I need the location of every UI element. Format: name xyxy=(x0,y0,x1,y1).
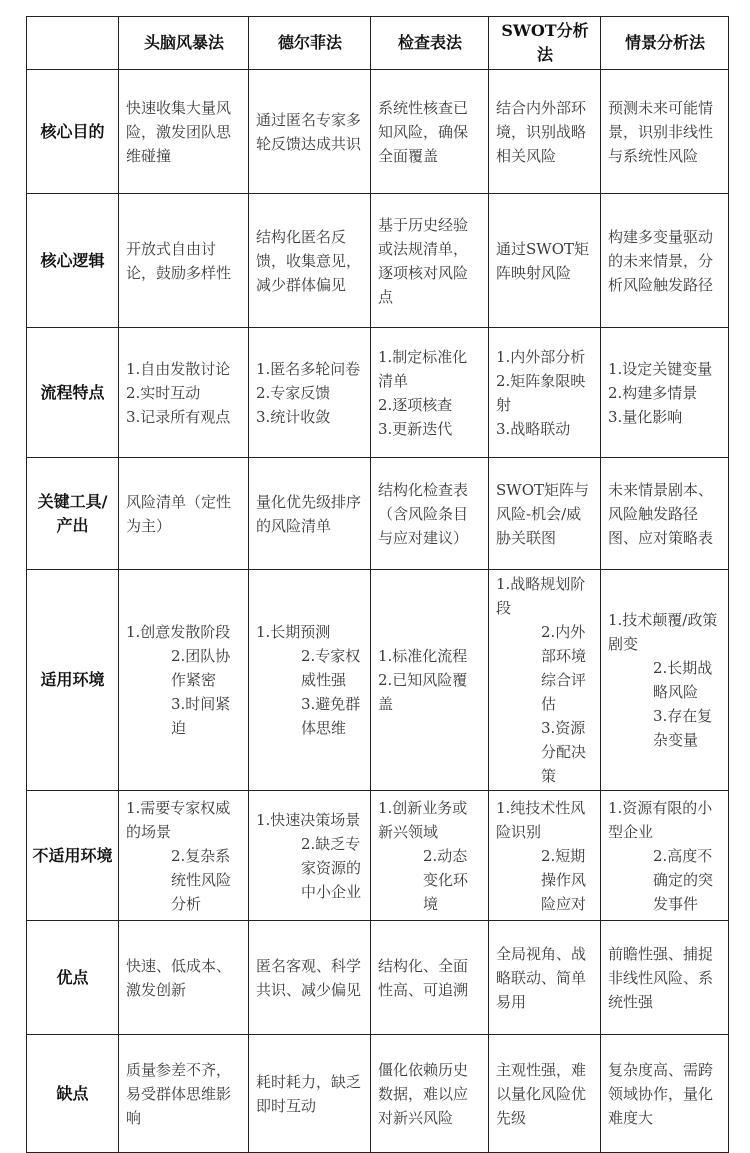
cell-line: 3.量化影响 xyxy=(608,407,683,426)
header-scenario: 情景分析法 xyxy=(601,17,729,70)
cell-line: 耗时耗力，缺乏即时互动 xyxy=(256,1072,362,1115)
cell-line: 预测未来可能情景，识别非线性与系统性风险 xyxy=(608,98,714,165)
cell-checklist xyxy=(371,328,489,458)
cell-brainstorming xyxy=(119,458,249,570)
cell-line: 系统性核查已知风险，确保全面覆盖 xyxy=(378,98,469,165)
cell-line: 1.快速决策场景 xyxy=(256,810,361,829)
cell-line: 3.资源分配决策 xyxy=(541,719,587,785)
cell-line: 结构化检查表（含风险条目与应对建议） xyxy=(378,480,469,547)
cell-line: 匿名客观、科学共识、减少偏见 xyxy=(256,956,362,999)
table-row xyxy=(27,1035,729,1153)
cell-scenario xyxy=(601,921,729,1035)
cell-line: 主观性强，难以量化风险优先级 xyxy=(496,1060,587,1127)
table-row xyxy=(27,921,729,1035)
cell-line: 基于历史经验或法规清单，逐项核对风险点 xyxy=(378,215,469,306)
header-corner xyxy=(27,17,119,70)
cell-line: 1.内外部分析 xyxy=(496,347,586,366)
table-row xyxy=(27,328,729,458)
cell-delphi xyxy=(249,458,371,570)
cell-checklist xyxy=(371,458,489,570)
cell-line: 1.匿名多轮问卷 xyxy=(256,359,361,378)
cell-swot xyxy=(489,1035,601,1153)
cell-scenario xyxy=(601,458,729,570)
cell-line: 复杂度高、需跨领域协作，量化难度大 xyxy=(608,1060,714,1127)
cell-line: 1.技术颠覆/政策剧变 xyxy=(608,611,718,653)
cell-scenario xyxy=(601,70,729,194)
cell-line: 1.纯技术性风险识别 xyxy=(496,798,586,841)
risk-method-comparison-table xyxy=(26,16,729,1153)
cell-checklist xyxy=(371,70,489,194)
cell-brainstorming xyxy=(119,921,249,1035)
row-header: 关键工具/产出 xyxy=(27,458,119,570)
cell-line: 结构化、全面性高、可追溯 xyxy=(378,956,469,999)
cell-delphi xyxy=(249,328,371,458)
header-delphi: 德尔菲法 xyxy=(249,17,371,70)
cell-line: 1.战略规划阶段 xyxy=(496,575,586,617)
cell-delphi xyxy=(249,70,371,194)
cell-line: 3.时间紧迫 xyxy=(171,695,231,737)
table-row xyxy=(27,791,729,921)
cell-line: 全局视角、战略联动、简单易用 xyxy=(496,944,587,1011)
cell-line: 结构化匿名反馈，收集意见，减少群体偏见 xyxy=(256,227,362,294)
cell-line: 风险清单（定性为主） xyxy=(126,492,232,535)
cell-scenario xyxy=(601,1035,729,1153)
cell-swot xyxy=(489,791,601,921)
cell-line: 量化优先级排序的风险清单 xyxy=(256,492,362,535)
row-header: 适用环境 xyxy=(27,570,119,791)
cell-brainstorming xyxy=(119,70,249,194)
comparison-table-container xyxy=(26,16,729,1153)
cell-line: 3.战略联动 xyxy=(496,419,571,438)
cell-line: 开放式自由讨论，鼓励多样性 xyxy=(126,239,232,282)
cell-line: 2.实时互动 xyxy=(126,383,201,402)
cell-brainstorming xyxy=(119,1035,249,1153)
cell-scenario xyxy=(601,194,729,328)
cell-line: 1.制定标准化清单 xyxy=(378,347,468,390)
table-row xyxy=(27,194,729,328)
row-header: 不适用环境 xyxy=(27,791,119,921)
cell-brainstorming xyxy=(119,328,249,458)
cell-line: 1.设定关键变量 xyxy=(608,359,713,378)
cell-line: 质量参差不齐，易受群体思维影响 xyxy=(126,1060,232,1127)
table-row xyxy=(27,458,729,570)
cell-checklist xyxy=(371,570,489,791)
cell-swot xyxy=(489,70,601,194)
cell-line: 3.统计收敛 xyxy=(256,407,331,426)
cell-swot xyxy=(489,921,601,1035)
cell-line: 3.更新迭代 xyxy=(378,419,453,438)
cell-line: 1.需要专家权威的场景 xyxy=(126,798,231,841)
row-header: 核心目的 xyxy=(27,70,119,194)
cell-line: SWOT矩阵与风险-机会/威胁关联图 xyxy=(496,480,589,547)
cell-delphi xyxy=(249,1035,371,1153)
cell-checklist xyxy=(371,791,489,921)
cell-line: 2.长期战略风险 xyxy=(653,659,713,701)
cell-delphi xyxy=(249,921,371,1035)
header-checklist: 检查表法 xyxy=(371,17,489,70)
cell-checklist xyxy=(371,921,489,1035)
cell-line: 2.已知风险覆盖 xyxy=(378,671,468,713)
cell-brainstorming xyxy=(119,791,249,921)
cell-line: 2.动态变化环境 xyxy=(423,846,469,913)
cell-checklist xyxy=(371,1035,489,1153)
row-header: 缺点 xyxy=(27,1035,119,1153)
cell-line: 快速、低成本、激发创新 xyxy=(126,956,232,999)
table-body xyxy=(27,70,729,1153)
table-row xyxy=(27,70,729,194)
cell-line: 2.专家反馈 xyxy=(256,383,331,402)
table-row xyxy=(27,570,729,791)
cell-line: 1.自由发散讨论 xyxy=(126,359,231,378)
cell-line: 1.标准化流程 xyxy=(378,647,468,665)
cell-line: 1.长期预测 xyxy=(256,623,331,641)
cell-line: 3.避免群体思维 xyxy=(301,695,361,737)
cell-line: 1.资源有限的小型企业 xyxy=(608,798,713,841)
cell-line: 2.矩阵象限映射 xyxy=(496,371,586,414)
header-brainstorming: 头脑风暴法 xyxy=(119,17,249,70)
header-swot: SWOT分析法 xyxy=(489,17,601,70)
cell-swot xyxy=(489,194,601,328)
cell-swot xyxy=(489,458,601,570)
cell-brainstorming xyxy=(119,194,249,328)
cell-line: 结合内外部环境，识别战略相关风险 xyxy=(496,98,587,165)
cell-line: 前瞻性强、捕捉非线性风险、系统性强 xyxy=(608,944,714,1011)
cell-line: 2.复杂系统性风险分析 xyxy=(171,846,232,913)
cell-line: 3.存在复杂变量 xyxy=(653,707,713,749)
row-header: 流程特点 xyxy=(27,328,119,458)
header-row xyxy=(27,17,729,70)
cell-line: 2.缺乏专家资源的中小企业 xyxy=(301,834,362,901)
row-header: 核心逻辑 xyxy=(27,194,119,328)
cell-scenario xyxy=(601,328,729,458)
cell-line: 1.创意发散阶段 xyxy=(126,623,231,641)
cell-line: 1.创新业务或新兴领域 xyxy=(378,798,468,841)
cell-delphi xyxy=(249,570,371,791)
cell-swot xyxy=(489,328,601,458)
cell-delphi xyxy=(249,791,371,921)
cell-scenario xyxy=(601,570,729,791)
cell-line: 3.记录所有观点 xyxy=(126,407,231,426)
cell-line: 2.短期操作风险应对 xyxy=(541,846,587,913)
cell-line: 快速收集大量风险，激发团队思维碰撞 xyxy=(126,98,232,165)
row-header: 优点 xyxy=(27,921,119,1035)
cell-line: 2.逐项核查 xyxy=(378,395,453,414)
cell-checklist xyxy=(371,194,489,328)
cell-line: 未来情景剧本、风险触发路径图、应对策略表 xyxy=(608,480,714,547)
cell-line: 2.专家权威性强 xyxy=(301,647,361,689)
cell-swot xyxy=(489,570,601,791)
cell-line: 2.内外部环境综合评估 xyxy=(541,623,587,713)
cell-delphi xyxy=(249,194,371,328)
cell-brainstorming xyxy=(119,570,249,791)
cell-scenario xyxy=(601,791,729,921)
cell-line: 2.团队协作紧密 xyxy=(171,647,231,689)
cell-line: 僵化依赖历史数据，难以应对新兴风险 xyxy=(378,1060,469,1127)
cell-line: 通过匿名专家多轮反馈达成共识 xyxy=(256,110,362,153)
cell-line: 构建多变量驱动的未来情景，分析风险触发路径 xyxy=(608,227,714,294)
cell-line: 2.高度不确定的突发事件 xyxy=(653,846,714,913)
cell-line: 通过SWOT矩阵映射风险 xyxy=(496,239,589,282)
cell-line: 2.构建多情景 xyxy=(608,383,698,402)
